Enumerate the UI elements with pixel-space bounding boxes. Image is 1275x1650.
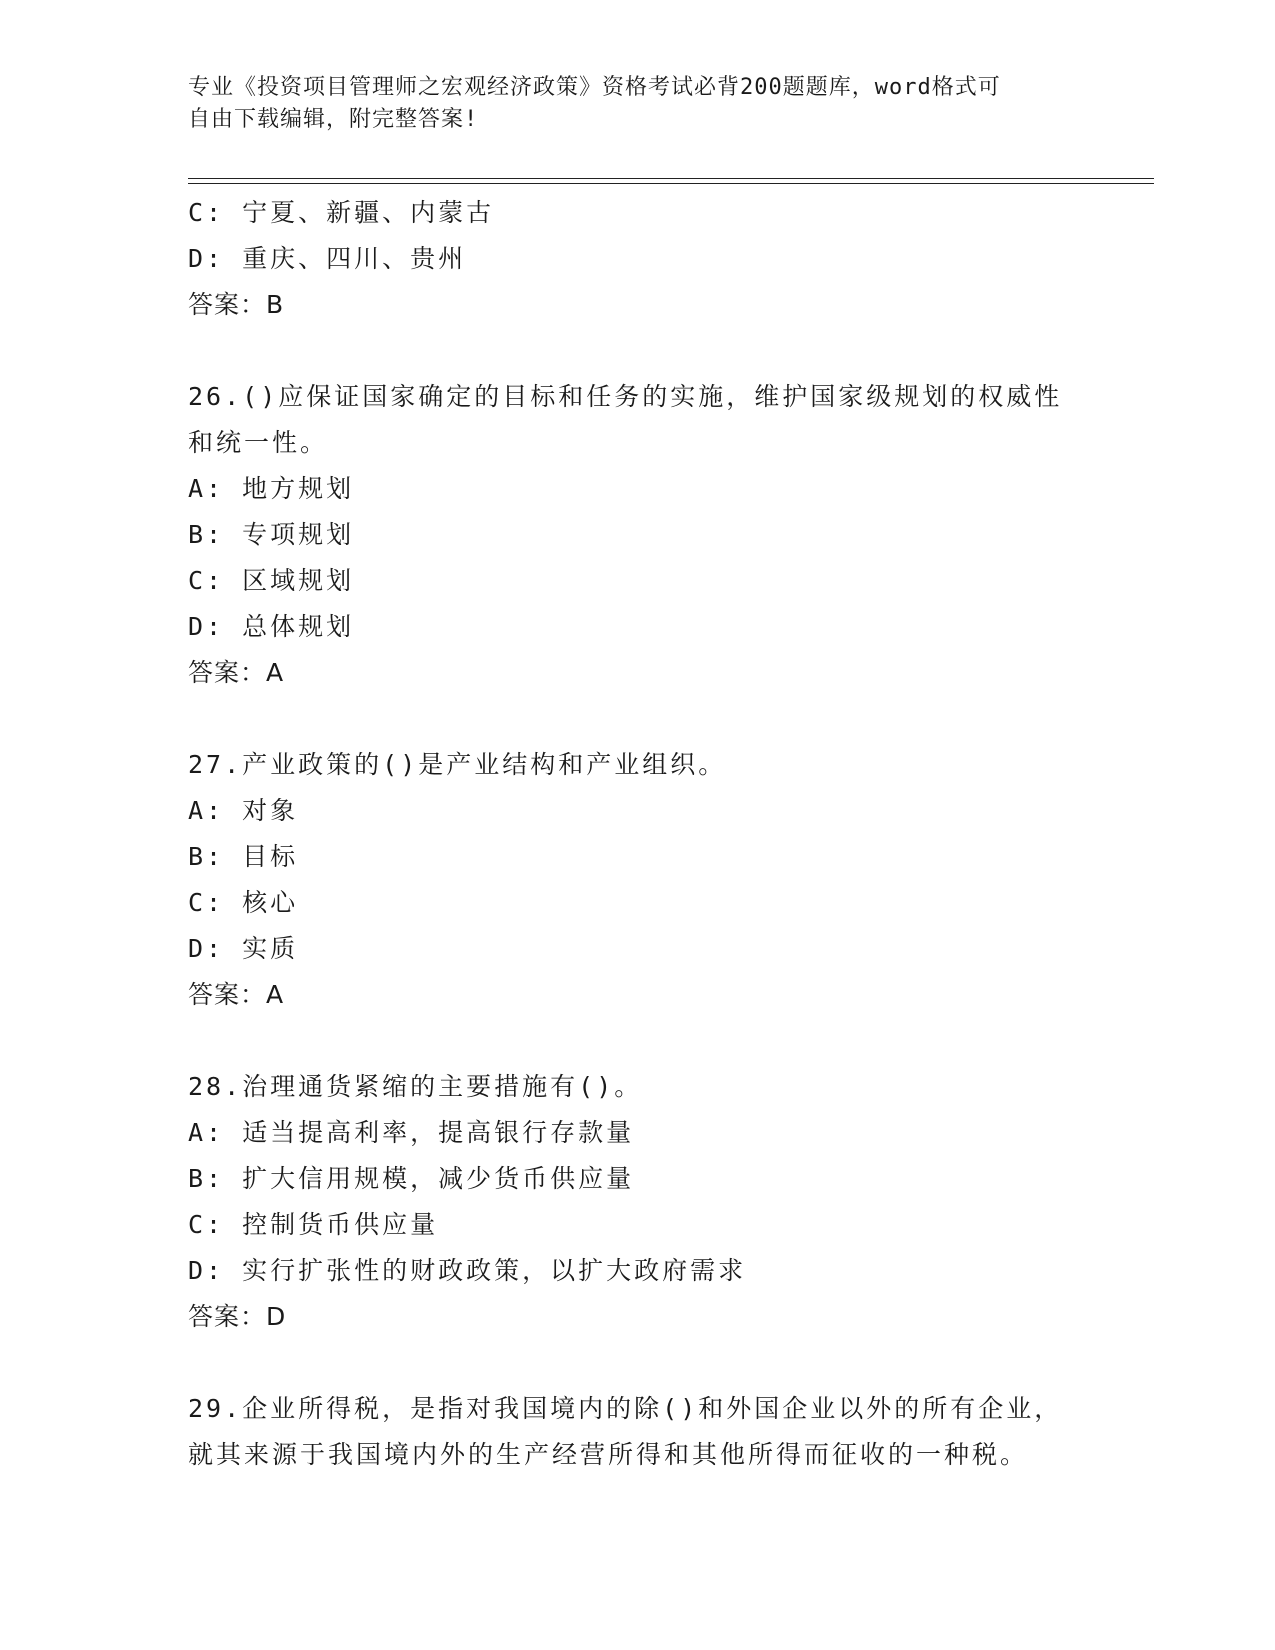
option-c: C: 控制货币供应量: [188, 1210, 439, 1239]
header-line-2: 自由下载编辑，附完整答案!: [188, 107, 479, 132]
question-28: [188, 1064, 1138, 1340]
page-header: [188, 72, 1068, 136]
spacer: [188, 696, 1138, 742]
answer-label: 答案：B: [188, 290, 285, 319]
answer-label: 答案：D: [188, 1302, 287, 1331]
question-29: [188, 1386, 1138, 1478]
option-d: D: 总体规划: [188, 612, 355, 641]
spacer: [188, 1340, 1138, 1386]
header-line-1: 专业《投资项目管理师之宏观经济政策》资格考试必背200题题库，word格式可: [188, 75, 1001, 100]
question-27: [188, 742, 1138, 1018]
option-d: D: 实质: [188, 934, 299, 963]
option-a: A: 地方规划: [188, 474, 355, 503]
option-c: C: 区域规划: [188, 566, 355, 595]
answer-label: 答案：A: [188, 980, 285, 1009]
question-stem: 和统一性。: [188, 428, 329, 457]
question-stem: 26.()应保证国家确定的目标和任务的实施，维护国家级规划的权威性: [188, 382, 1063, 411]
question-stem: 28.治理通货紧缩的主要措施有()。: [188, 1072, 643, 1101]
spacer: [188, 328, 1138, 374]
question-25-continued: [188, 190, 1138, 328]
option-b: B: 扩大信用规模，减少货币供应量: [188, 1164, 635, 1193]
option-b: B: 专项规划: [188, 520, 355, 549]
option-d: D: 实行扩张性的财政政策，以扩大政府需求: [188, 1256, 747, 1285]
question-stem: 就其来源于我国境内外的生产经营所得和其他所得而征收的一种税。: [188, 1440, 1029, 1469]
question-stem: 27.产业政策的()是产业结构和产业组织。: [188, 750, 727, 779]
option-a: A: 适当提高利率，提高银行存款量: [188, 1118, 635, 1147]
header-divider: [188, 178, 1154, 184]
answer-label: 答案：A: [188, 658, 285, 687]
option-c: C: 宁夏、新疆、内蒙古: [188, 198, 495, 227]
option-d: D: 重庆、四川、贵州: [188, 244, 467, 273]
option-a: A: 对象: [188, 796, 299, 825]
question-content: [188, 190, 1138, 1478]
option-b: B: 目标: [188, 842, 299, 871]
question-stem: 29.企业所得税，是指对我国境内的除()和外国企业以外的所有企业，: [188, 1394, 1063, 1423]
option-c: C: 核心: [188, 888, 299, 917]
spacer: [188, 1018, 1138, 1064]
question-26: [188, 374, 1138, 696]
